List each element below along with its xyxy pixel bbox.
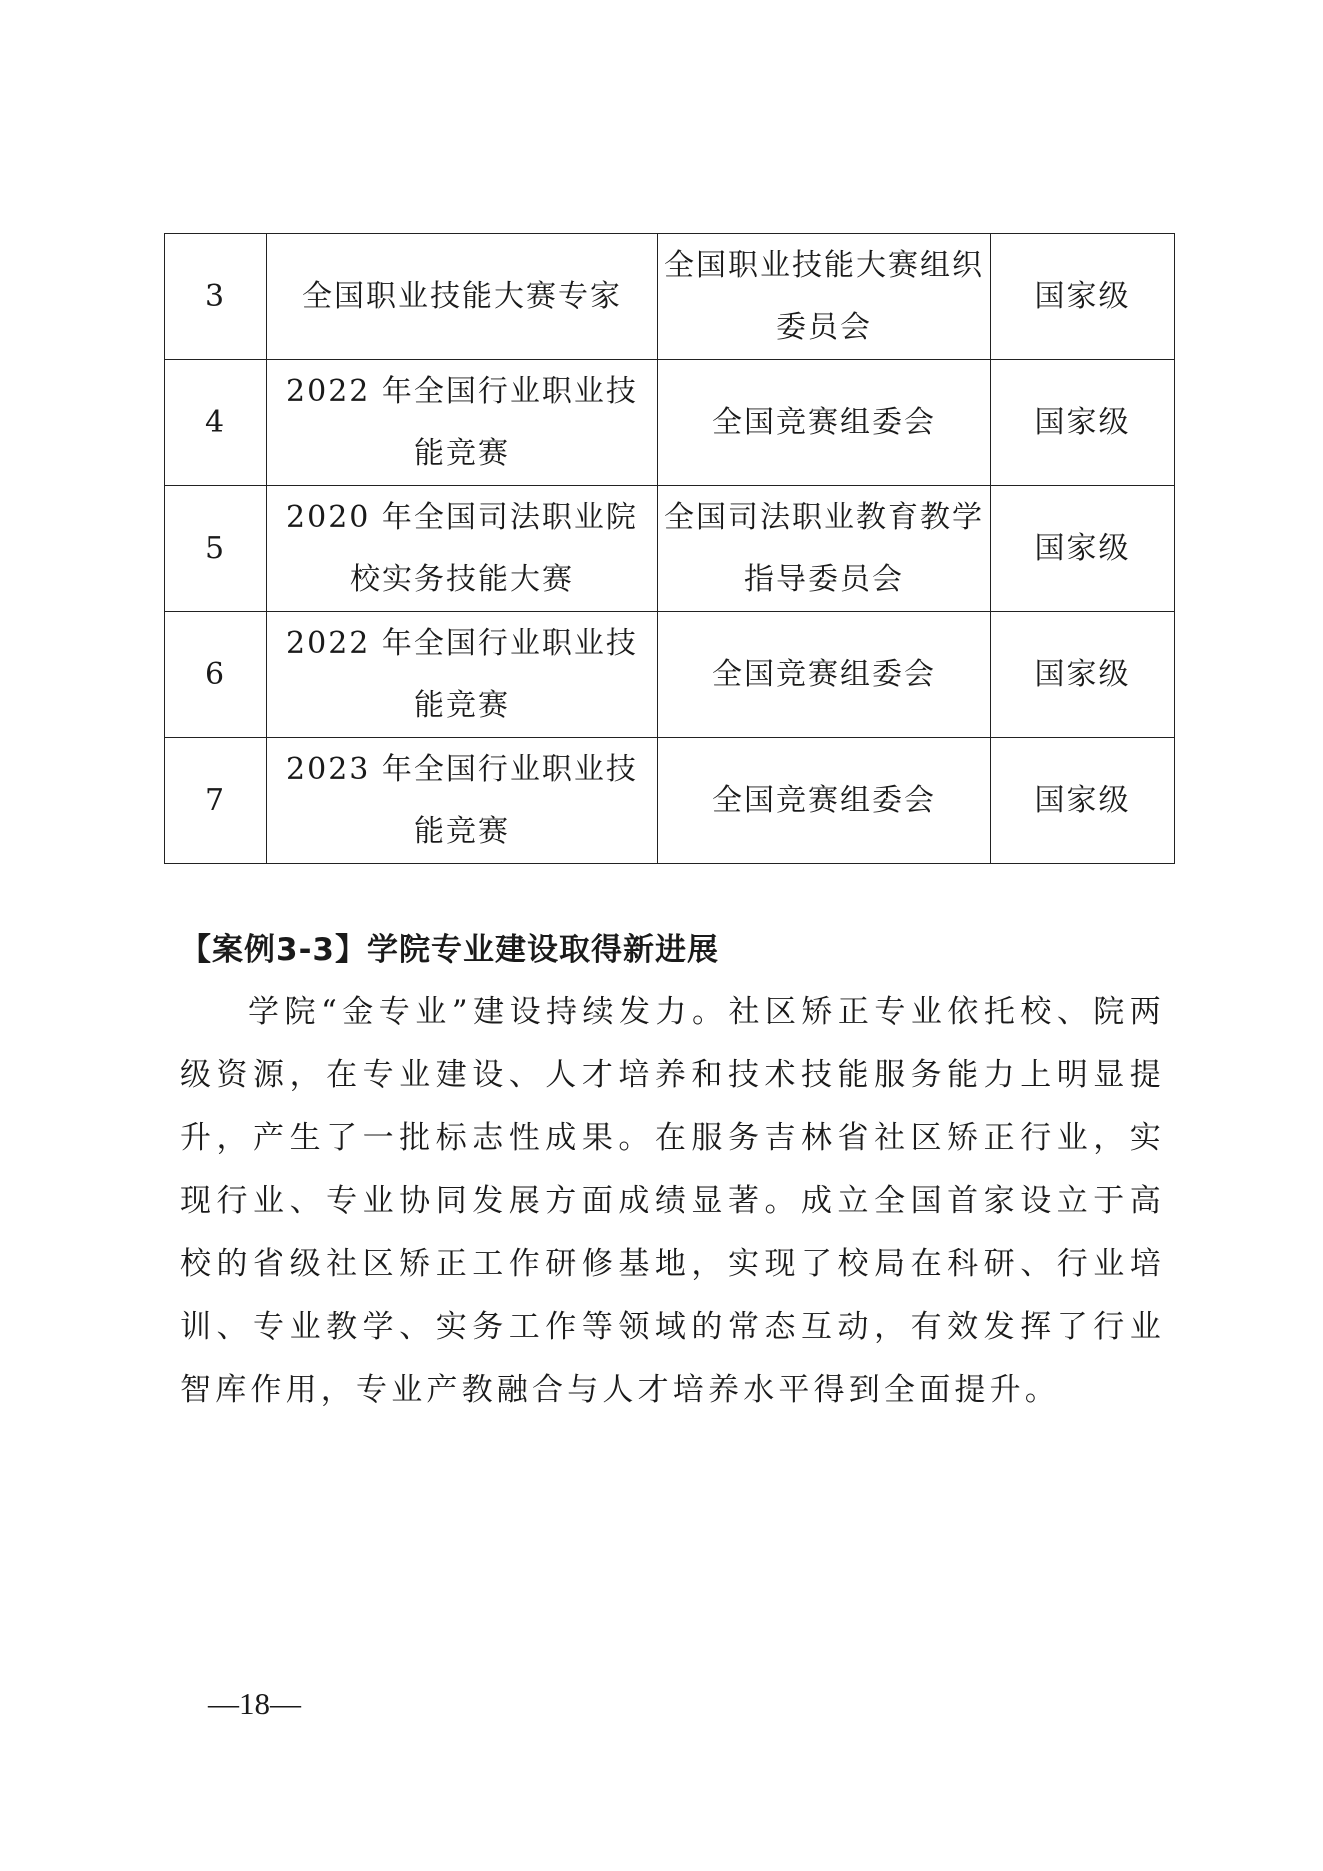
- award-level: 国家级: [991, 738, 1175, 864]
- row-number: 3: [165, 234, 267, 360]
- award-name: 2022 年全国行业职业技能竞赛: [267, 612, 658, 738]
- award-level: 国家级: [991, 486, 1175, 612]
- award-level: 国家级: [991, 234, 1175, 360]
- award-organizer: 全国竞赛组委会: [658, 360, 991, 486]
- case-body-paragraph: 学院“金专业”建设持续发力。社区矫正专业依托校、院两级资源，在专业建设、人才培养和技术技能服务能力上明显提升，产生了一批标志性成果。在服务吉林省社区矫正行业，实现行业、专业协同发展方面成绩显著。成立全国首家设立于高校的省级社区矫正工作研修基地，实现了校局在科研、行业培训、专业教学、实务工作等领域的常态互动，有效发挥了行业智库作用，专业产教融合与人才培养水平得到全面提升。: [180, 994, 1165, 1408]
- row-number: 6: [165, 612, 267, 738]
- award-organizer: 全国职业技能大赛组织委员会: [658, 234, 991, 360]
- award-organizer: 全国竞赛组委会: [658, 612, 991, 738]
- award-name: 2020 年全国司法职业院校实务技能大赛: [267, 486, 658, 612]
- awards-table: [164, 233, 1175, 864]
- award-name: 2022 年全国行业职业技能竞赛: [267, 360, 658, 486]
- page-number: —18—: [208, 1686, 301, 1721]
- table-row: [165, 486, 1175, 612]
- row-number: 4: [165, 360, 267, 486]
- table-row: [165, 738, 1175, 864]
- table-row: [165, 360, 1175, 486]
- award-level: 国家级: [991, 612, 1175, 738]
- row-number: 5: [165, 486, 267, 612]
- table-row: [165, 612, 1175, 738]
- award-level: 国家级: [991, 360, 1175, 486]
- row-number: 7: [165, 738, 267, 864]
- case-heading: 【案例3-3】学院专业建设取得新进展: [180, 932, 720, 968]
- award-name: 全国职业技能大赛专家: [267, 234, 658, 360]
- award-organizer: 全国司法职业教育教学指导委员会: [658, 486, 991, 612]
- table-row: [165, 234, 1175, 360]
- award-organizer: 全国竞赛组委会: [658, 738, 991, 864]
- award-name: 2023 年全国行业职业技能竞赛: [267, 738, 658, 864]
